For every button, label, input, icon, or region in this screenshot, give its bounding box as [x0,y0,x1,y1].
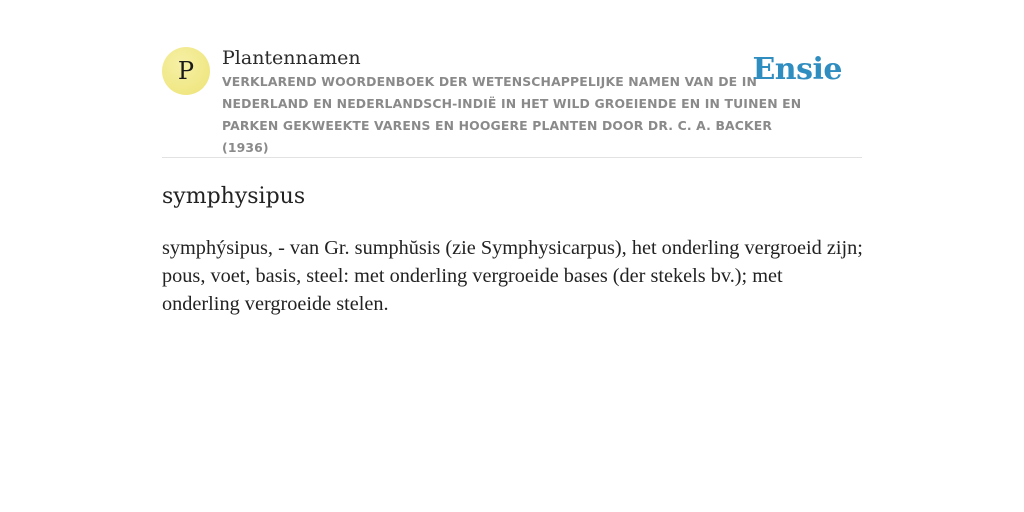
dictionary-description: VERKLAREND WOORDENBOEK DER WETENSCHAPPELIJKE NAMEN VAN DE IN NEDERLAND EN NEDERLANDSCH-INDIË IN HET WILD GROEIENDE EN IN TUINEN EN PARKEN GEKWEEKTE VARENS EN HOOGERE PLANTEN DOOR DR. C. A. BACKER (1936) [222,74,802,155]
ensie-logo[interactable]: Ensie [752,52,842,87]
dictionary-avatar[interactable] [162,47,210,95]
avatar-letter: P [177,57,195,85]
entry-headword: symphysipus [162,184,306,209]
dictionary-title[interactable]: Plantennamen [222,47,361,69]
page [162,0,862,512]
entry-definition: symphýsipus, - van Gr. sumphŭsis (zie Symphysicarpus), het onderling vergroeid zijn; pous, voet, basis, steel: met onderling vergroeide bases (der stekels bv.); met onderling vergroeide stelen. [162,237,863,315]
dictionary-header [162,44,862,158]
